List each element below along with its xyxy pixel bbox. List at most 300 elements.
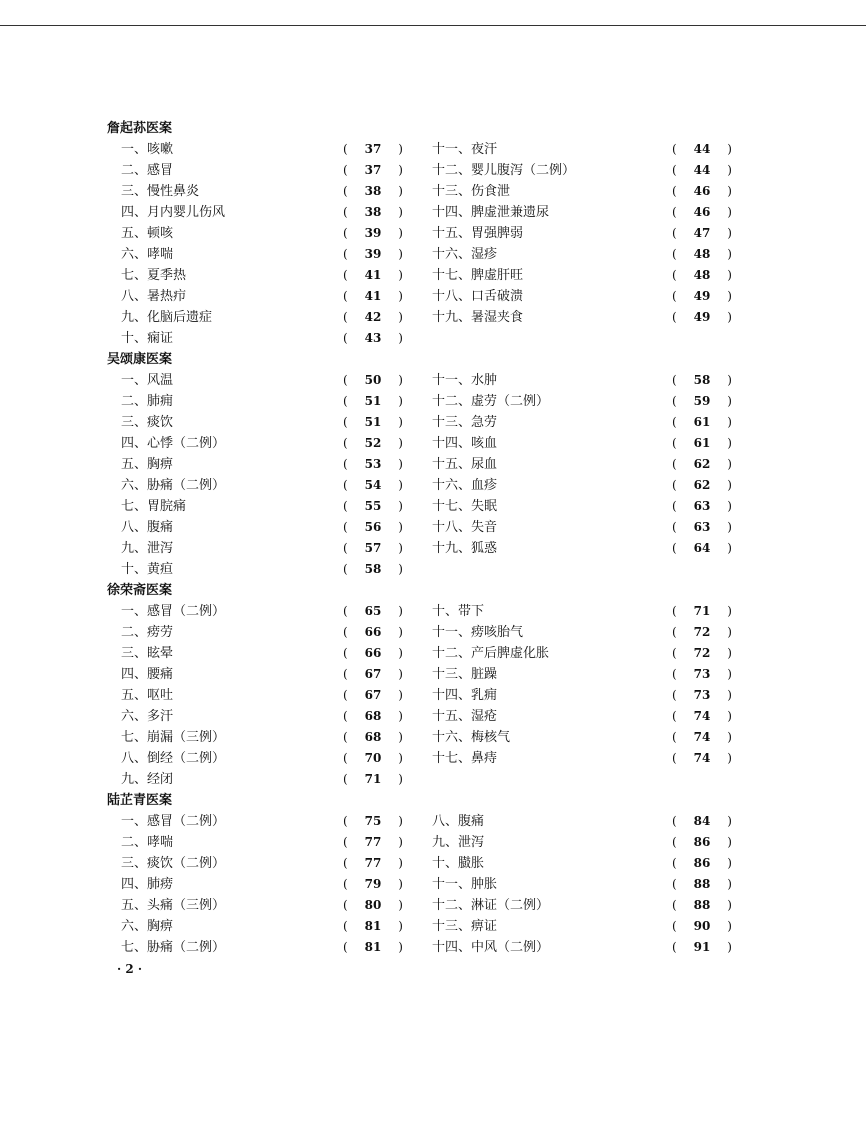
toc-row: [107, 622, 747, 643]
entry-title: 十八、失音: [432, 520, 498, 535]
page-ref-number: 55: [364, 499, 382, 513]
page-ref-number: 39: [364, 247, 382, 261]
paren: (: [343, 436, 348, 450]
page-ref-number: 48: [693, 268, 711, 282]
entry-title: 四、腰痛: [121, 667, 174, 682]
paren: (: [343, 898, 348, 912]
section-title: 吴颂康医案: [107, 352, 173, 367]
toc-row: [107, 811, 747, 832]
page-ref-number: 75: [364, 814, 382, 828]
page-ref: [343, 391, 403, 412]
paren: ): [727, 877, 732, 891]
entry-title: 五、胸痹: [121, 457, 174, 472]
page-ref-number: 54: [364, 478, 382, 492]
page-ref: [672, 643, 732, 664]
page-ref: [343, 706, 403, 727]
page-ref: [672, 832, 732, 853]
entry-title: 十一、水肿: [432, 373, 498, 388]
paren: (: [672, 625, 677, 639]
paren: ): [727, 604, 732, 618]
toc-row: [107, 706, 747, 727]
entry-title: 五、顿咳: [121, 226, 174, 241]
toc-row: [107, 139, 747, 160]
page-ref-number: 71: [693, 604, 711, 618]
entry-title: 七、胁痛（二例）: [121, 940, 226, 955]
paren: (: [672, 415, 677, 429]
page-ref: [672, 370, 732, 391]
page-ref: [343, 811, 403, 832]
page-ref-number: 53: [364, 457, 382, 471]
entry-title: 二、肺痈: [121, 394, 174, 409]
page-ref-number: 39: [364, 226, 382, 240]
paren: ): [398, 919, 403, 933]
page-ref: [343, 748, 403, 769]
toc-row: [107, 286, 747, 307]
entry-title: 十二、婴儿腹泻（二例）: [432, 163, 576, 178]
paren: (: [343, 268, 348, 282]
paren: ): [398, 667, 403, 681]
table-of-contents: [107, 118, 747, 958]
paren: (: [672, 856, 677, 870]
paren: ): [727, 919, 732, 933]
paren: (: [343, 688, 348, 702]
page-ref: [672, 727, 732, 748]
page-ref: [343, 181, 403, 202]
entry-title: 十五、尿血: [432, 457, 498, 472]
paren: ): [727, 457, 732, 471]
entry-title: 四、心悸（二例）: [121, 436, 226, 451]
page-ref-number: 86: [693, 856, 711, 870]
page-ref: [672, 181, 732, 202]
paren: ): [398, 331, 403, 345]
page-ref: [343, 139, 403, 160]
entry-title: 十二、虚劳（二例）: [432, 394, 550, 409]
paren: (: [672, 184, 677, 198]
toc-section: [107, 580, 747, 790]
page-ref-number: 44: [693, 163, 711, 177]
page-ref-number: 42: [364, 310, 382, 324]
paren: (: [343, 184, 348, 198]
paren: ): [727, 751, 732, 765]
paren: ): [398, 751, 403, 765]
page-ref-number: 88: [693, 898, 711, 912]
page-ref-number: 80: [364, 898, 382, 912]
toc-section: [107, 790, 747, 958]
paren: (: [343, 415, 348, 429]
page-ref: [672, 601, 732, 622]
toc-row: [107, 202, 747, 223]
paren: ): [727, 688, 732, 702]
page-ref-number: 91: [693, 940, 711, 954]
entry-title: 六、多汗: [121, 709, 174, 724]
page-ref-number: 74: [693, 730, 711, 744]
paren: (: [672, 898, 677, 912]
toc-row: [107, 874, 747, 895]
entry-title: 七、崩漏（三例）: [121, 730, 226, 745]
paren: ): [398, 940, 403, 954]
entry-title: 十三、脏躁: [432, 667, 498, 682]
page-ref-number: 41: [364, 289, 382, 303]
page-ref: [343, 601, 403, 622]
page-ref-number: 51: [364, 415, 382, 429]
entry-title: 三、痰饮: [121, 415, 174, 430]
page-ref: [343, 916, 403, 937]
entry-title: 十七、鼻痔: [432, 751, 498, 766]
page-ref-number: 38: [364, 184, 382, 198]
entry-title: 六、哮喘: [121, 247, 174, 262]
page-ref: [343, 664, 403, 685]
page-ref: [343, 727, 403, 748]
paren: ): [727, 856, 732, 870]
page-ref: [343, 412, 403, 433]
entry-title: 十三、急劳: [432, 415, 498, 430]
page-ref-number: 48: [693, 247, 711, 261]
toc-row: [107, 328, 747, 349]
page-ref: [343, 307, 403, 328]
page-ref-number: 63: [693, 499, 711, 513]
paren: (: [343, 877, 348, 891]
paren: (: [672, 709, 677, 723]
page-ref: [672, 412, 732, 433]
paren: (: [343, 541, 348, 555]
entry-title: 十一、痨咳胎气: [432, 625, 524, 640]
paren: ): [727, 436, 732, 450]
paren: ): [398, 436, 403, 450]
toc-row: [107, 160, 747, 181]
paren: ): [727, 373, 732, 387]
entry-title: 十七、脾虚肝旺: [432, 268, 524, 283]
page-ref: [672, 244, 732, 265]
page-ref-number: 77: [364, 856, 382, 870]
paren: (: [343, 604, 348, 618]
entry-title: 八、倒经（二例）: [121, 751, 226, 766]
page-ref-number: 79: [364, 877, 382, 891]
paren: (: [672, 604, 677, 618]
paren: ): [727, 268, 732, 282]
paren: ): [727, 625, 732, 639]
paren: (: [672, 667, 677, 681]
entry-title: 十四、乳痈: [432, 688, 498, 703]
paren: (: [672, 163, 677, 177]
toc-row: [107, 412, 747, 433]
entry-title: 九、化脑后遗症: [121, 310, 213, 325]
paren: (: [672, 205, 677, 219]
paren: (: [343, 562, 348, 576]
page-ref: [672, 538, 732, 559]
page-ref: [672, 874, 732, 895]
paren: (: [672, 940, 677, 954]
page-ref: [672, 937, 732, 958]
page-ref-number: 84: [693, 814, 711, 828]
top-rule: [0, 25, 866, 26]
paren: (: [672, 730, 677, 744]
entry-title: 十六、梅核气: [432, 730, 511, 745]
paren: (: [343, 667, 348, 681]
page-ref-number: 81: [364, 919, 382, 933]
page-ref: [343, 685, 403, 706]
page-ref-number: 67: [364, 667, 382, 681]
paren: ): [398, 184, 403, 198]
toc-row: [107, 475, 747, 496]
paren: (: [343, 394, 348, 408]
entry-title: 十六、湿疹: [432, 247, 498, 262]
page-ref-number: 62: [693, 457, 711, 471]
paren: ): [727, 289, 732, 303]
paren: (: [343, 163, 348, 177]
page-ref: [672, 139, 732, 160]
paren: (: [343, 142, 348, 156]
page-ref: [672, 916, 732, 937]
paren: (: [343, 289, 348, 303]
page-ref: [343, 874, 403, 895]
page-ref-number: 74: [693, 709, 711, 723]
paren: (: [343, 457, 348, 471]
page-ref-number: 77: [364, 835, 382, 849]
paren: ): [727, 205, 732, 219]
paren: ): [398, 688, 403, 702]
paren: (: [672, 919, 677, 933]
paren: ): [398, 562, 403, 576]
paren: (: [343, 856, 348, 870]
paren: ): [727, 709, 732, 723]
toc-row: [107, 517, 747, 538]
page-ref: [343, 937, 403, 958]
page-ref-number: 70: [364, 751, 382, 765]
entry-title: 十三、痹证: [432, 919, 498, 934]
page-ref: [672, 895, 732, 916]
page-ref: [343, 496, 403, 517]
paren: ): [727, 646, 732, 660]
entry-title: 三、慢性鼻炎: [121, 184, 200, 199]
paren: (: [343, 226, 348, 240]
page-ref-number: 37: [364, 142, 382, 156]
entry-title: 十四、脾虚泄兼遗尿: [432, 205, 550, 220]
toc-row: [107, 601, 747, 622]
toc-row: [107, 433, 747, 454]
toc-row: [107, 748, 747, 769]
entry-title: 八、暑热疖: [121, 289, 187, 304]
paren: ): [727, 520, 732, 534]
paren: (: [672, 142, 677, 156]
entry-title: 四、月内婴儿伤风: [121, 205, 226, 220]
page-ref: [343, 265, 403, 286]
paren: (: [343, 331, 348, 345]
page-ref: [343, 538, 403, 559]
page-ref-number: 59: [693, 394, 711, 408]
page-ref-number: 49: [693, 289, 711, 303]
entry-title: 一、风温: [121, 373, 174, 388]
page-ref-number: 67: [364, 688, 382, 702]
toc-row: [107, 664, 747, 685]
entry-title: 五、头痛（三例）: [121, 898, 226, 913]
entry-title: 十一、肿胀: [432, 877, 498, 892]
entry-title: 十二、淋证（二例）: [432, 898, 550, 913]
paren: ): [398, 289, 403, 303]
paren: (: [343, 310, 348, 324]
section-title: 陆芷青医案: [107, 793, 173, 808]
page-ref: [343, 286, 403, 307]
paren: ): [398, 247, 403, 261]
paren: ): [727, 478, 732, 492]
toc-row: [107, 181, 747, 202]
toc-row: [107, 391, 747, 412]
entry-title: 十、带下: [432, 604, 485, 619]
toc-row: [107, 559, 747, 580]
paren: ): [398, 814, 403, 828]
paren: ): [398, 499, 403, 513]
entry-title: 四、肺痨: [121, 877, 174, 892]
paren: (: [343, 499, 348, 513]
paren: ): [727, 730, 732, 744]
page-ref: [343, 622, 403, 643]
page-ref: [672, 475, 732, 496]
paren: ): [398, 226, 403, 240]
paren: (: [672, 751, 677, 765]
page-ref-number: 58: [364, 562, 382, 576]
entry-title: 二、感冒: [121, 163, 174, 178]
toc-row: [107, 727, 747, 748]
entry-title: 八、腹痛: [121, 520, 174, 535]
page-ref: [343, 328, 403, 349]
page-ref-number: 43: [364, 331, 382, 345]
entry-title: 十、臌胀: [432, 856, 485, 871]
paren: (: [672, 226, 677, 240]
toc-row: [107, 937, 747, 958]
entry-title: 十三、伤食泄: [432, 184, 511, 199]
entry-title: 十、痫证: [121, 331, 174, 346]
page-ref: [672, 202, 732, 223]
paren: (: [672, 268, 677, 282]
page-ref-number: 66: [364, 625, 382, 639]
toc-row: [107, 223, 747, 244]
page-ref: [343, 202, 403, 223]
page-ref: [343, 853, 403, 874]
page-ref-number: 52: [364, 436, 382, 450]
page-ref: [672, 286, 732, 307]
section-title: 徐荣斋医案: [107, 583, 173, 598]
entry-title: 十九、暑湿夹食: [432, 310, 524, 325]
page-ref-number: 46: [693, 184, 711, 198]
entry-title: 六、胸痹: [121, 919, 174, 934]
entry-title: 三、眩晕: [121, 646, 174, 661]
paren: ): [398, 310, 403, 324]
page-ref: [343, 475, 403, 496]
page-ref-number: 62: [693, 478, 711, 492]
paren: ): [727, 499, 732, 513]
paren: ): [727, 184, 732, 198]
page-ref: [343, 559, 403, 580]
toc-row: [107, 643, 747, 664]
toc-section: [107, 349, 747, 580]
page-ref-number: 57: [364, 541, 382, 555]
paren: ): [398, 541, 403, 555]
page-ref: [343, 832, 403, 853]
page-ref: [343, 433, 403, 454]
entry-title: 七、夏季热: [121, 268, 187, 283]
entry-title: 五、呕吐: [121, 688, 174, 703]
page-ref-number: 37: [364, 163, 382, 177]
entry-title: 二、痨劳: [121, 625, 174, 640]
paren: ): [727, 541, 732, 555]
paren: ): [727, 163, 732, 177]
paren: (: [672, 688, 677, 702]
paren: (: [672, 289, 677, 303]
paren: ): [727, 898, 732, 912]
page-ref-number: 66: [364, 646, 382, 660]
page-ref-number: 68: [364, 730, 382, 744]
paren: ): [398, 268, 403, 282]
page-ref: [672, 307, 732, 328]
paren: ): [398, 604, 403, 618]
paren: ): [398, 709, 403, 723]
paren: (: [672, 457, 677, 471]
entry-title: 八、腹痛: [432, 814, 485, 829]
page-ref-number: 44: [693, 142, 711, 156]
paren: ): [398, 457, 403, 471]
paren: ): [398, 730, 403, 744]
entry-title: 九、经闭: [121, 772, 174, 787]
paren: (: [343, 478, 348, 492]
paren: (: [672, 436, 677, 450]
entry-title: 十、黄疸: [121, 562, 174, 577]
paren: ): [398, 625, 403, 639]
toc-row: [107, 496, 747, 517]
entry-title: 十七、失眠: [432, 499, 498, 514]
paren: (: [343, 835, 348, 849]
entry-title: 一、感冒（二例）: [121, 604, 226, 619]
toc-row: [107, 538, 747, 559]
paren: ): [398, 205, 403, 219]
paren: (: [672, 541, 677, 555]
paren: (: [672, 520, 677, 534]
paren: (: [343, 373, 348, 387]
paren: (: [343, 919, 348, 933]
page-ref-number: 49: [693, 310, 711, 324]
toc-row: [107, 853, 747, 874]
paren: ): [398, 373, 403, 387]
page-ref-number: 38: [364, 205, 382, 219]
page-ref: [343, 643, 403, 664]
page-ref-number: 90: [693, 919, 711, 933]
page-ref-number: 74: [693, 751, 711, 765]
page-ref-number: 63: [693, 520, 711, 534]
paren: (: [343, 940, 348, 954]
page-ref-number: 58: [693, 373, 711, 387]
page-ref-number: 72: [693, 646, 711, 660]
entry-title: 七、胃脘痛: [121, 499, 187, 514]
entry-title: 十八、口舌破溃: [432, 289, 524, 304]
page-ref-number: 72: [693, 625, 711, 639]
paren: (: [672, 373, 677, 387]
entry-title: 九、泄泻: [121, 541, 174, 556]
page-ref: [672, 160, 732, 181]
paren: ): [398, 646, 403, 660]
toc-row: [107, 454, 747, 475]
page-ref-number: 46: [693, 205, 711, 219]
toc-row: [107, 685, 747, 706]
page-ref-number: 51: [364, 394, 382, 408]
toc-section: [107, 118, 747, 349]
toc-row: [107, 244, 747, 265]
paren: (: [672, 814, 677, 828]
entry-title: 一、咳嗽: [121, 142, 174, 157]
page-ref-number: 86: [693, 835, 711, 849]
paren: (: [343, 772, 348, 786]
entry-title: 十五、湿疮: [432, 709, 498, 724]
paren: ): [398, 142, 403, 156]
paren: (: [343, 205, 348, 219]
page-ref-number: 47: [693, 226, 711, 240]
